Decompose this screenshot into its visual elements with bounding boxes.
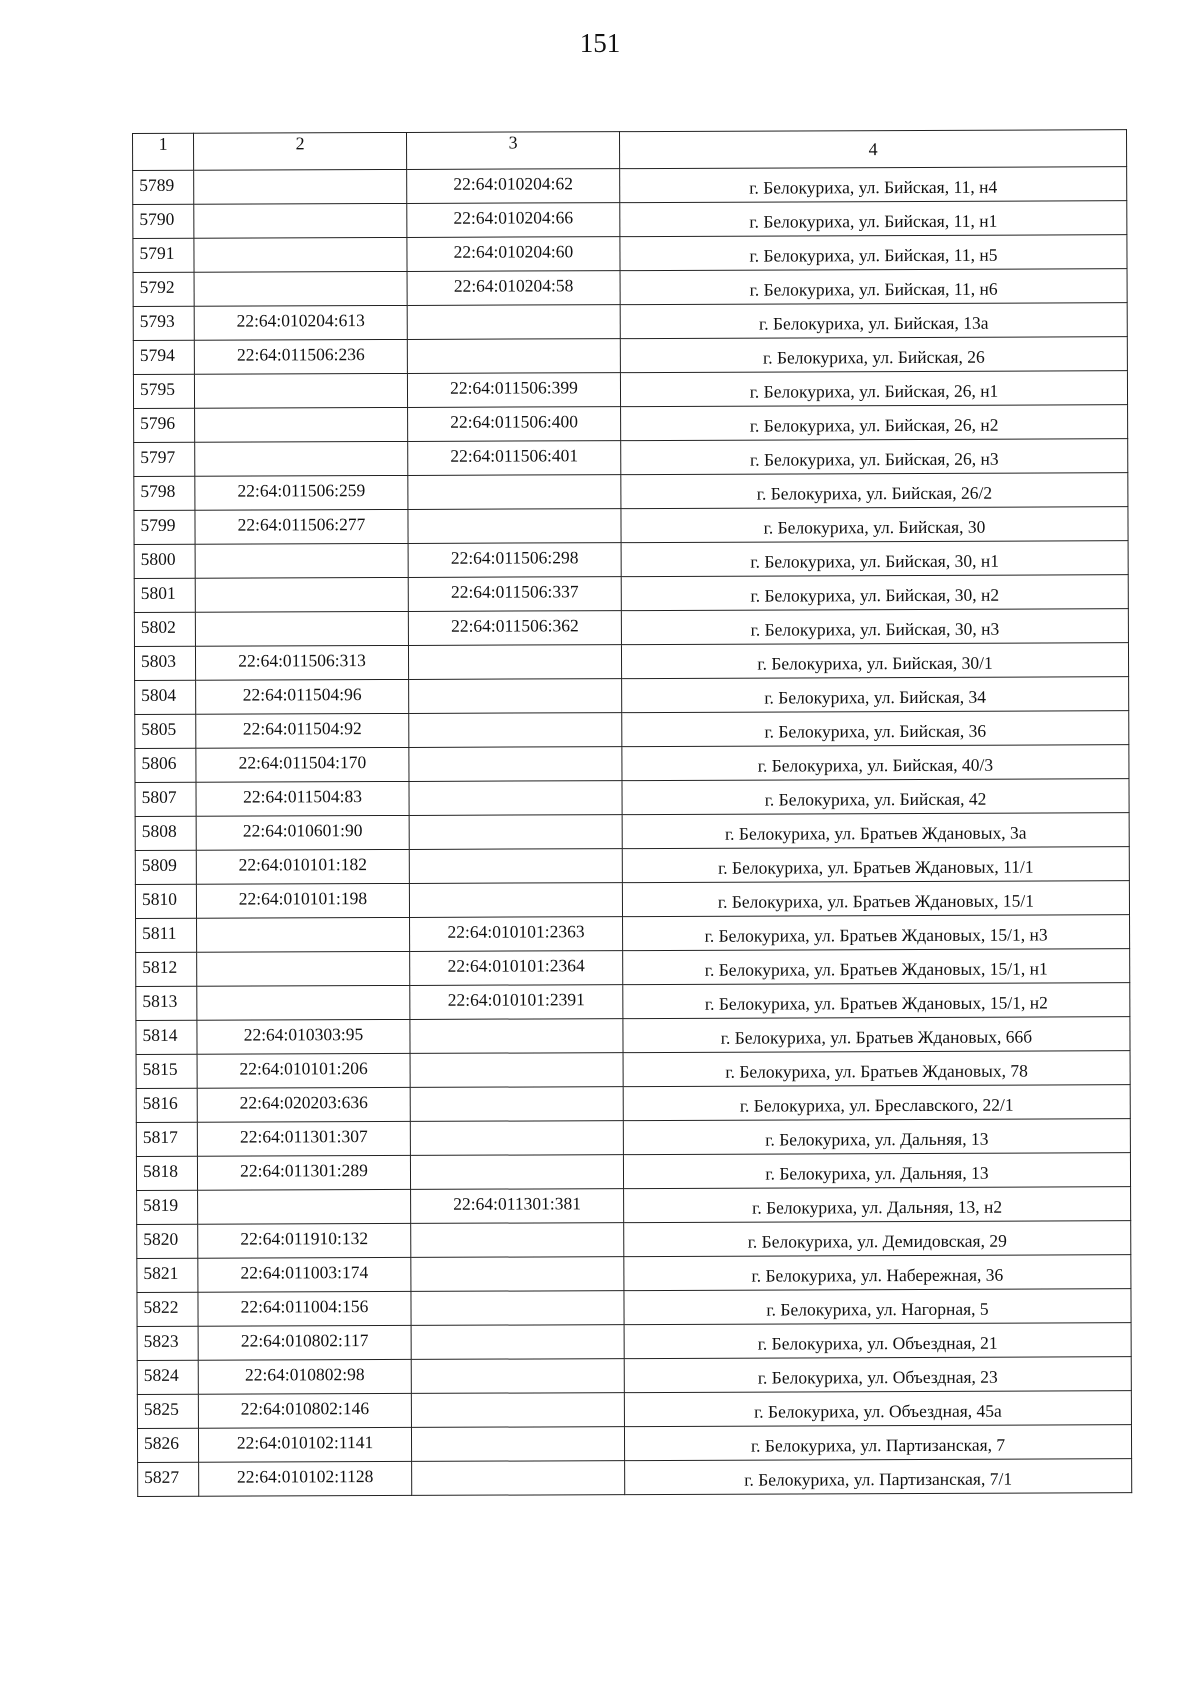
address-cell: г. Белокуриха, ул. Набережная, 36 — [624, 1255, 1131, 1291]
address-cell: г. Белокуриха, ул. Бийская, 30 — [621, 507, 1128, 543]
row-number-cell: 5809 — [135, 850, 196, 884]
address-cell: г. Белокуриха, ул. Братьев Ждановых, 3а — [622, 813, 1129, 849]
table-row — [134, 643, 1128, 681]
row-number-cell: 5816 — [136, 1088, 197, 1122]
land-cadastral-cell — [195, 543, 408, 578]
land-cadastral-cell: 22:64:011504:96 — [196, 679, 409, 714]
object-cadastral-cell — [410, 1155, 623, 1190]
address-cell: г. Белокуриха, ул. Бийская, 42 — [622, 779, 1129, 815]
row-number-cell: 5805 — [135, 714, 196, 748]
row-number-cell: 5824 — [137, 1360, 198, 1394]
land-cadastral-cell — [194, 169, 407, 204]
address-cell: г. Белокуриха, ул. Дальняя, 13 — [623, 1153, 1130, 1189]
land-cadastral-cell — [195, 407, 408, 442]
object-cadastral-cell — [411, 1359, 624, 1394]
row-number-cell: 5815 — [136, 1054, 197, 1088]
land-cadastral-cell: 22:64:011506:259 — [195, 475, 408, 510]
object-cadastral-cell — [409, 713, 622, 748]
table-row — [136, 915, 1130, 953]
land-cadastral-cell: 22:64:011506:236 — [194, 339, 407, 374]
land-cadastral-cell: 22:64:010101:206 — [197, 1053, 410, 1088]
object-cadastral-cell — [410, 1019, 623, 1054]
address-cell: г. Белокуриха, ул. Бийская, 13а — [620, 303, 1127, 339]
table-row — [136, 1085, 1130, 1123]
land-cadastral-cell: 22:64:010802:117 — [198, 1325, 411, 1360]
land-cadastral-cell: 22:64:010101:182 — [196, 849, 409, 884]
table-row — [134, 575, 1128, 613]
table-row — [133, 303, 1127, 341]
land-cadastral-cell: 22:64:011003:174 — [198, 1257, 411, 1292]
table-row — [134, 439, 1128, 477]
object-cadastral-cell — [409, 883, 622, 918]
table-row — [136, 1017, 1130, 1055]
address-cell: г. Белокуриха, ул. Бийская, 26/2 — [621, 473, 1128, 509]
column-header-1: 1 — [133, 133, 194, 170]
address-cell: г. Белокуриха, ул. Братьев Ждановых, 66б — [623, 1017, 1130, 1053]
table-row — [137, 1425, 1131, 1463]
object-cadastral-cell — [412, 1461, 625, 1496]
table-row — [136, 949, 1130, 987]
address-cell: г. Белокуриха, ул. Объездная, 21 — [624, 1323, 1131, 1359]
row-number-cell: 5819 — [137, 1190, 198, 1224]
row-number-cell: 5795 — [133, 374, 194, 408]
row-number-cell: 5792 — [133, 272, 194, 306]
land-cadastral-cell: 22:64:010802:98 — [198, 1359, 411, 1394]
land-cadastral-cell: 22:64:020203:636 — [197, 1087, 410, 1122]
object-cadastral-cell — [409, 781, 622, 816]
row-number-cell: 5810 — [135, 884, 196, 918]
address-cell: г. Белокуриха, ул. Бийская, 30, н1 — [621, 541, 1128, 577]
table-row — [136, 1119, 1130, 1157]
row-number-cell: 5825 — [137, 1394, 198, 1428]
row-number-cell: 5812 — [136, 952, 197, 986]
object-cadastral-cell — [411, 1427, 624, 1462]
column-header-2: 2 — [194, 132, 407, 170]
object-cadastral-cell: 22:64:010101:2391 — [410, 985, 623, 1020]
object-cadastral-cell: 22:64:010101:2364 — [410, 951, 623, 986]
object-cadastral-cell — [409, 679, 622, 714]
object-cadastral-cell: 22:64:011301:381 — [411, 1189, 624, 1224]
address-cell: г. Белокуриха, ул. Партизанская, 7/1 — [625, 1459, 1132, 1495]
address-cell: г. Белокуриха, ул. Бийская, 30/1 — [621, 643, 1128, 679]
object-cadastral-cell: 22:64:011506:400 — [408, 407, 621, 442]
object-cadastral-cell — [410, 1053, 623, 1088]
land-cadastral-cell: 22:64:011506:313 — [195, 645, 408, 680]
table-row — [134, 473, 1128, 511]
land-cadastral-cell — [195, 441, 408, 476]
address-cell: г. Белокуриха, ул. Бийская, 26, н2 — [621, 405, 1128, 441]
address-cell: г. Белокуриха, ул. Братьев Ждановых, 15/1, н2 — [623, 983, 1130, 1019]
land-cadastral-cell: 22:64:011504:92 — [196, 713, 409, 748]
table-row — [134, 541, 1128, 579]
land-cadastral-cell — [195, 577, 408, 612]
table-row — [133, 337, 1127, 375]
table-row — [134, 507, 1128, 545]
row-number-cell: 5817 — [136, 1122, 197, 1156]
address-cell: г. Белокуриха, ул. Демидовская, 29 — [624, 1221, 1131, 1257]
land-cadastral-cell: 22:64:011504:83 — [196, 781, 409, 816]
land-cadastral-cell — [194, 203, 407, 238]
object-cadastral-cell: 22:64:011506:401 — [408, 441, 621, 476]
table-row — [135, 677, 1129, 715]
object-cadastral-cell — [409, 849, 622, 884]
object-cadastral-cell — [408, 475, 621, 510]
table-body — [133, 167, 1132, 1497]
table-row — [135, 745, 1129, 783]
table-row — [135, 813, 1129, 851]
address-cell: г. Белокуриха, ул. Дальняя, 13, н2 — [624, 1187, 1131, 1223]
table-row — [134, 405, 1128, 443]
table-row — [136, 983, 1130, 1021]
row-number-cell: 5821 — [137, 1258, 198, 1292]
row-number-cell: 5800 — [134, 544, 195, 578]
table-header-row — [133, 130, 1127, 171]
row-number-cell: 5820 — [137, 1224, 198, 1258]
object-cadastral-cell: 22:64:011506:337 — [408, 577, 621, 612]
row-number-cell: 5794 — [133, 340, 194, 374]
table-row — [138, 1459, 1132, 1497]
address-cell: г. Белокуриха, ул. Бийская, 34 — [622, 677, 1129, 713]
object-cadastral-cell: 22:64:010204:66 — [407, 203, 620, 238]
row-number-cell: 5803 — [134, 646, 195, 680]
land-cadastral-cell — [194, 237, 407, 272]
object-cadastral-cell — [411, 1223, 624, 1258]
object-cadastral-cell: 22:64:011506:362 — [408, 611, 621, 646]
land-cadastral-cell: 22:64:010102:1141 — [198, 1427, 411, 1462]
row-number-cell: 5822 — [137, 1292, 198, 1326]
land-cadastral-cell — [194, 271, 407, 306]
address-cell: г. Белокуриха, ул. Бийская, 11, н5 — [620, 235, 1127, 271]
table-row — [135, 881, 1129, 919]
row-number-cell: 5798 — [134, 476, 195, 510]
object-cadastral-cell: 22:64:010204:58 — [407, 271, 620, 306]
land-cadastral-cell: 22:64:011301:289 — [197, 1155, 410, 1190]
object-cadastral-cell — [408, 645, 621, 680]
object-cadastral-cell: 22:64:011506:298 — [408, 543, 621, 578]
object-cadastral-cell — [407, 339, 620, 374]
row-number-cell: 5799 — [134, 510, 195, 544]
address-cell: г. Белокуриха, ул. Братьев Ждановых, 78 — [623, 1051, 1130, 1087]
address-cell: г. Белокуриха, ул. Бреславского, 22/1 — [623, 1085, 1130, 1121]
table-row — [133, 235, 1127, 273]
address-cell: г. Белокуриха, ул. Бийская, 26, н1 — [620, 371, 1127, 407]
table-row — [133, 269, 1127, 307]
row-number-cell: 5793 — [133, 306, 194, 340]
object-cadastral-cell — [408, 509, 621, 544]
object-cadastral-cell: 22:64:011506:399 — [407, 373, 620, 408]
object-cadastral-cell: 22:64:010204:62 — [407, 169, 620, 204]
address-cell: г. Белокуриха, ул. Бийская, 26, н3 — [621, 439, 1128, 475]
table-row — [137, 1289, 1131, 1327]
object-cadastral-cell: 22:64:010204:60 — [407, 237, 620, 272]
address-cell: г. Белокуриха, ул. Бийская, 30, н3 — [621, 609, 1128, 645]
object-cadastral-cell — [409, 747, 622, 782]
address-cell: г. Белокуриха, ул. Братьев Ждановых, 15/1, н3 — [623, 915, 1130, 951]
object-cadastral-cell — [410, 1121, 623, 1156]
address-cell: г. Белокуриха, ул. Бийская, 36 — [622, 711, 1129, 747]
address-cell: г. Белокуриха, ул. Партизанская, 7 — [624, 1425, 1131, 1461]
land-cadastral-cell: 22:64:011504:170 — [196, 747, 409, 782]
row-number-cell: 5806 — [135, 748, 196, 782]
register-table — [132, 129, 1132, 1497]
table-row — [133, 201, 1127, 239]
land-cadastral-cell — [194, 373, 407, 408]
row-number-cell: 5807 — [135, 782, 196, 816]
land-cadastral-cell: 22:64:010101:198 — [196, 883, 409, 918]
land-cadastral-cell: 22:64:011004:156 — [198, 1291, 411, 1326]
address-cell: г. Белокуриха, ул. Объездная, 45а — [624, 1391, 1131, 1427]
row-number-cell: 5796 — [134, 408, 195, 442]
table-row — [135, 711, 1129, 749]
land-cadastral-cell: 22:64:011910:132 — [198, 1223, 411, 1258]
address-cell: г. Белокуриха, ул. Объездная, 23 — [624, 1357, 1131, 1393]
object-cadastral-cell — [409, 815, 622, 850]
table-row — [137, 1187, 1131, 1225]
object-cadastral-cell — [411, 1393, 624, 1428]
address-cell: г. Белокуриха, ул. Бийская, 26 — [620, 337, 1127, 373]
object-cadastral-cell — [411, 1325, 624, 1360]
column-header-4: 4 — [619, 130, 1126, 169]
row-number-cell: 5811 — [136, 918, 197, 952]
row-number-cell: 5826 — [137, 1428, 198, 1462]
address-cell: г. Белокуриха, ул. Бийская, 11, н4 — [620, 167, 1127, 203]
address-cell: г. Белокуриха, ул. Дальняя, 13 — [623, 1119, 1130, 1155]
land-cadastral-cell: 22:64:010204:613 — [194, 305, 407, 340]
row-number-cell: 5804 — [135, 680, 196, 714]
land-cadastral-cell — [197, 951, 410, 986]
table-row — [133, 167, 1127, 205]
land-cadastral-cell: 22:64:011506:277 — [195, 509, 408, 544]
object-cadastral-cell — [410, 1087, 623, 1122]
address-cell: г. Белокуриха, ул. Бийская, 40/3 — [622, 745, 1129, 781]
table-row — [137, 1391, 1131, 1429]
address-cell: г. Белокуриха, ул. Братьев Ждановых, 11/1 — [622, 847, 1129, 883]
row-number-cell: 5827 — [138, 1462, 199, 1496]
land-cadastral-cell — [195, 611, 408, 646]
table-row — [137, 1357, 1131, 1395]
table-row — [137, 1323, 1131, 1361]
table-row — [136, 1051, 1130, 1089]
table-row — [137, 1255, 1131, 1293]
address-cell: г. Белокуриха, ул. Бийская, 30, н2 — [621, 575, 1128, 611]
row-number-cell: 5808 — [135, 816, 196, 850]
land-cadastral-cell: 22:64:010102:1128 — [199, 1461, 412, 1496]
address-cell: г. Белокуриха, ул. Бийская, 11, н1 — [620, 201, 1127, 237]
object-cadastral-cell — [411, 1291, 624, 1326]
table-row — [135, 847, 1129, 885]
row-number-cell: 5791 — [133, 238, 194, 272]
row-number-cell: 5801 — [134, 578, 195, 612]
table-row — [133, 371, 1127, 409]
land-cadastral-cell — [197, 917, 410, 952]
row-number-cell: 5790 — [133, 204, 194, 238]
table-row — [135, 779, 1129, 817]
land-cadastral-cell: 22:64:010303:95 — [197, 1019, 410, 1054]
row-number-cell: 5789 — [133, 170, 194, 204]
land-cadastral-cell: 22:64:010601:90 — [196, 815, 409, 850]
row-number-cell: 5823 — [137, 1326, 198, 1360]
row-number-cell: 5797 — [134, 442, 195, 476]
address-cell: г. Белокуриха, ул. Нагорная, 5 — [624, 1289, 1131, 1325]
row-number-cell: 5818 — [136, 1156, 197, 1190]
address-cell: г. Белокуриха, ул. Братьев Ждановых, 15/1 — [622, 881, 1129, 917]
object-cadastral-cell — [411, 1257, 624, 1292]
table-row — [136, 1153, 1130, 1191]
object-cadastral-cell: 22:64:010101:2363 — [410, 917, 623, 952]
page-number: 151 — [579, 28, 621, 58]
land-cadastral-cell: 22:64:010802:146 — [198, 1393, 411, 1428]
address-cell: г. Белокуриха, ул. Бийская, 11, н6 — [620, 269, 1127, 305]
table-row — [137, 1221, 1131, 1259]
row-number-cell: 5813 — [136, 986, 197, 1020]
table-row — [134, 609, 1128, 647]
column-header-3: 3 — [406, 132, 619, 170]
land-cadastral-cell: 22:64:011301:307 — [197, 1121, 410, 1156]
row-number-cell: 5802 — [134, 612, 195, 646]
object-cadastral-cell — [407, 305, 620, 340]
land-cadastral-cell — [198, 1189, 411, 1224]
row-number-cell: 5814 — [136, 1020, 197, 1054]
land-cadastral-cell — [197, 985, 410, 1020]
address-cell: г. Белокуриха, ул. Братьев Ждановых, 15/1, н1 — [623, 949, 1130, 985]
